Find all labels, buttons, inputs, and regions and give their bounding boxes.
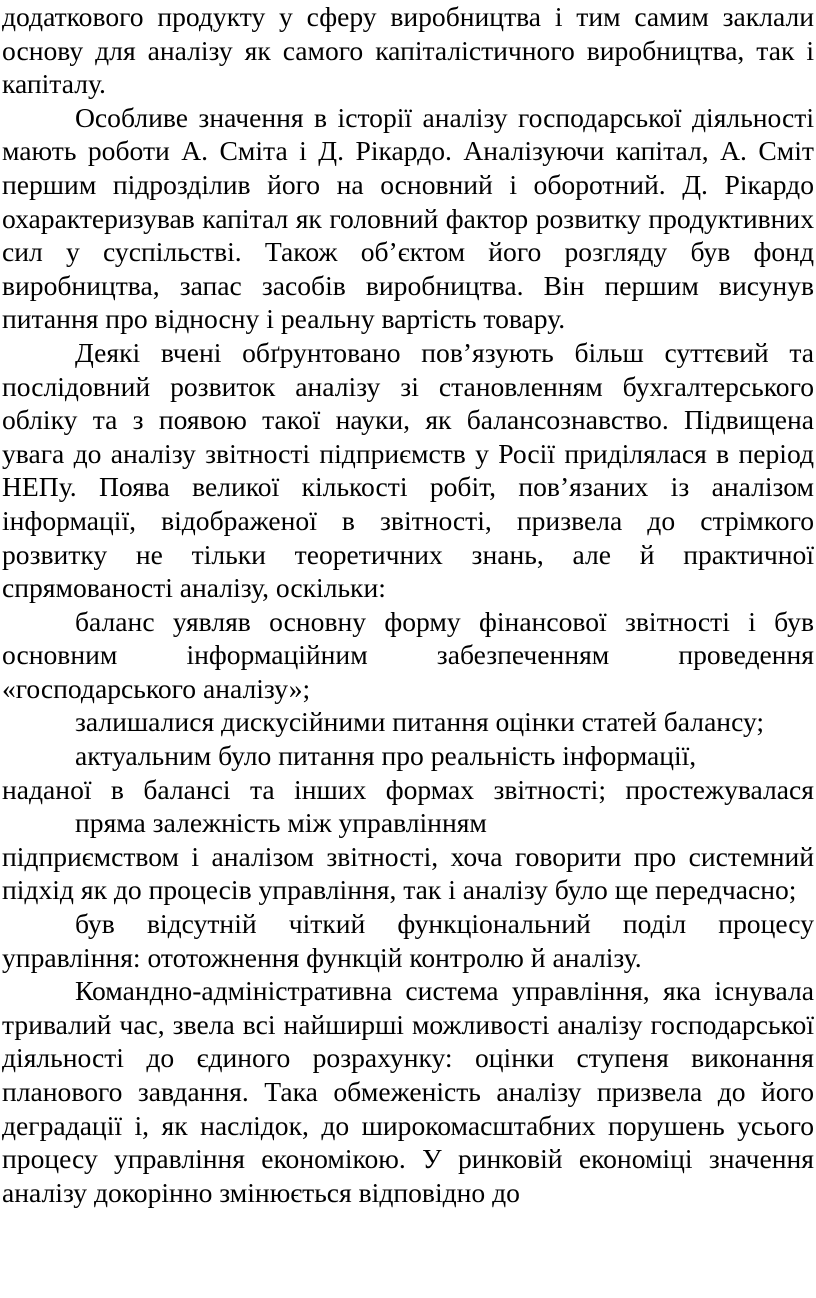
list-item-information-continuation: наданої в балансі та інших формах звітності; простежувалася <box>2 773 814 805</box>
list-item-information-reality: актуальним було питання про реальність інформації, <box>75 740 697 772</box>
list-item-management-continuation: підприємством і аналізом звітності, хоча говорити про системний підхід як до процесів управління, так і аналізу було ще передчасно; <box>2 840 814 906</box>
list-item-functional-division: був відсутній чіткий функціональний поділ процесу управління: ототожнення функцій контролю й аналізу. <box>2 908 814 973</box>
paragraph-accounting-development: Деякі вчені обґрунтовано пов’язують більш суттєвий та послідовний розвиток аналізу зі становленням бухгалтерського обліку та з появою такої науки, як балансознавство. Підвищена увага до аналізу звітності підприємств у Росії приділялася в період НЕПу. Поява великої кількості робіт, пов’язаних із аналізом інформації, відображеної в звітності, призвела до стрімкого розвитку не тільки теоретичних знань, але й практичної спрямованості аналізу, оскільки: <box>2 336 814 604</box>
paragraph-command-system: Командно-адміністративна система управління, яка існувала тривалий час, звела всі найширші можливості аналізу господарської діяльності до єдиного розрахунку: оцінки ступеня виконання планового завдання. Така обмеженість аналізу призвела до його деградації і, як наслідок, до широкомасштабних порушень усього процесу управління економікою. У ринковій економіці значення аналізу докорінно змінюється відповідно до <box>2 975 814 1208</box>
paragraph-smith-ricardo: Особливе значення в історії аналізу господарської діяльності мають роботи А. Сміта і Д. Рікардо. Аналізуючи капітал, А. Сміт першим підрозділив його на основний і оборотний. Д. Рікардо охарактеризував капітал як головний фактор розвитку продуктивних сил у суспільстві. Також об’єктом його розгляду був фонд виробництва, запас засобів виробництва. Він першим висунув питання про відносну і реальну вартість товару. <box>2 101 814 335</box>
list-item-balance-valuation: залишалися дискусійними питання оцінки статей балансу; <box>75 706 765 738</box>
list-item-balance: баланс уявляв основну форму фінансової звітності і був основним інформаційним забезпеченням проведення «господарського аналізу»; <box>2 605 814 704</box>
paragraph-continuation: додаткового продукту у сферу виробництва і тим самим заклали основу для аналізу як самого капіталістичного виробництва, так і капіталу. <box>2 1 814 100</box>
list-item-management-dependency: пряма залежність між управлінням <box>75 807 487 839</box>
